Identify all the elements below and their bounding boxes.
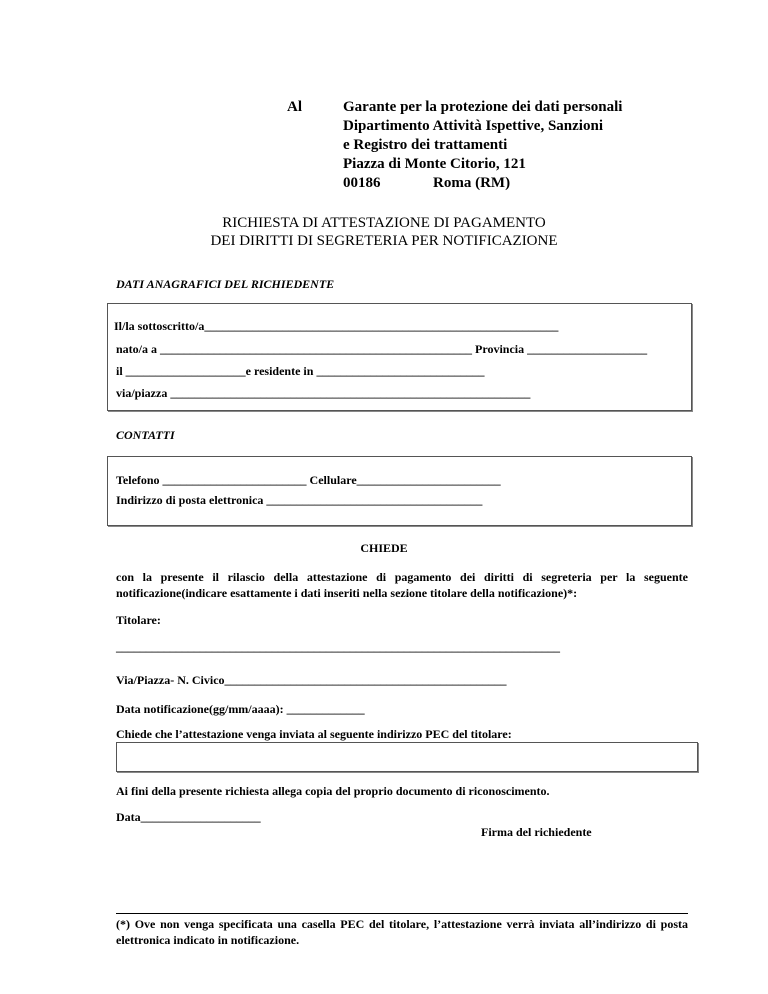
recipient-line: Dipartimento Attività Ispettive, Sanzioni: [343, 118, 603, 134]
pec-label: Chiede che l’attestazione venga inviata al seguente indirizzo PEC del titolare:: [116, 727, 512, 741]
recipient-prefix: Al: [287, 99, 302, 115]
via-civico-field[interactable]: Via/Piazza- N. Civico_______________________________________________: [116, 673, 507, 687]
telefono-cellulare-field[interactable]: Telefono ________________________ Cellulare________________________: [116, 473, 501, 487]
chiede-heading: CHIEDE: [360, 541, 408, 555]
section-heading-contatti: CONTATTI: [116, 428, 175, 442]
recipient-line: e Registro dei trattamenti: [343, 137, 508, 153]
data-field[interactable]: Data____________________: [116, 810, 261, 824]
sottoscritto-field[interactable]: Il/la sottoscritto/a___________________________________________________________: [114, 319, 559, 333]
section-heading-anagrafici: DATI ANAGRAFICI DEL RICHIEDENTE: [116, 277, 335, 291]
firma-label: Firma del richiedente: [481, 825, 592, 839]
titolare-label: Titolare:: [116, 613, 161, 627]
recipient-line: 00186 Roma (RM): [343, 175, 511, 191]
titolare-field[interactable]: __________________________________________________________________________: [116, 640, 560, 654]
email-field[interactable]: Indirizzo di posta elettronica ____________________________________: [116, 493, 483, 507]
contatti-box: [107, 456, 692, 526]
footnote-text: (*) Ove non venga specificata una casella PEC del titolare, l’attestazione verrà inviata all’indirizzo di posta elettronica indicato in notificazione.: [116, 917, 688, 947]
recipient-line: Garante per la protezione dei dati personali: [343, 99, 623, 115]
recipient-address: [343, 98, 622, 193]
document-title-line2: DEI DIRITTI DI SEGRETERIA PER NOTIFICAZIONE: [210, 233, 558, 249]
pec-input-box[interactable]: [116, 742, 698, 772]
data-notificazione-field[interactable]: Data notificazione(gg/mm/aaaa): _____________: [116, 702, 365, 716]
via-piazza-field[interactable]: via/piazza ____________________________________________________________: [116, 386, 531, 400]
footnote-divider: [116, 913, 688, 914]
document-title-line1: RICHIESTA DI ATTESTAZIONE DI PAGAMENTO: [222, 215, 546, 231]
recipient-line: Piazza di Monte Citorio, 121: [343, 156, 526, 172]
data-residenza-field[interactable]: il ____________________e residente in ____________________________: [116, 364, 485, 378]
allega-text: Ai fini della presente richiesta allega copia del proprio documento di riconoscimento.: [116, 784, 550, 798]
chiede-paragraph: con la presente il rilascio della attestazione di pagamento dei diritti di segreteria per la seguente notificazione(indicare esattamente i dati inseriti nella sezione titolare della notificazione)*:: [116, 570, 688, 600]
nato-provincia-field[interactable]: nato/a a ____________________________________________________ Provincia ____________________: [116, 342, 648, 356]
